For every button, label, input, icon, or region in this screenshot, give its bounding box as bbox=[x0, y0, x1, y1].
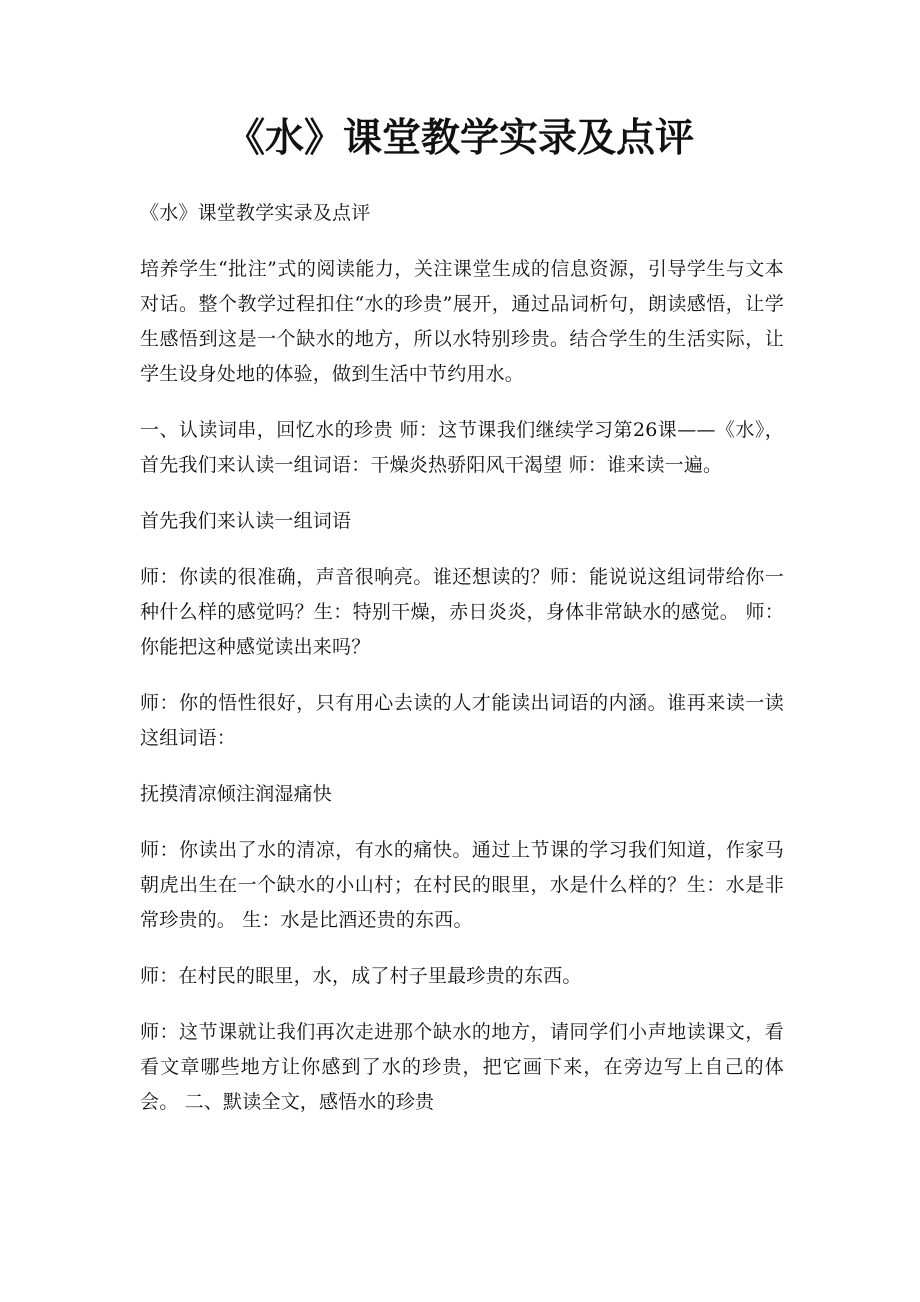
dialogue-paragraph: 师：你读的很准确，声音很响亮。谁还想读的？师：能说说这组词带给你一种什么样的感觉吗？生：特别干燥，赤日炎炎，身体非常缺水的感觉。 师：你能把这种感觉读出来吗？ bbox=[140, 566, 784, 658]
section-one-paragraph: 一、认读词串，回忆水的珍贵 师：这节课我们继续学习第26课——《水》，首先我们来认读一组词语：干燥炎热骄阳风干渴望 师：谁来读一遍。 bbox=[140, 419, 784, 476]
vocabulary-line: 抚摸清凉倾注润湿痛快 bbox=[140, 783, 333, 805]
dialogue-paragraph: 师：你读出了水的清凉，有水的痛快。通过上节课的学习我们知道，作家马朝虎出生在一个缺水的小山村；在村民的眼里，水是什么样的？生：水是非常珍贵的。 生：水是比酒还贵的东西。 bbox=[140, 839, 784, 931]
subtitle-paragraph: 《水》课堂教学实录及点评 bbox=[140, 202, 371, 224]
intro-paragraph: 培养学生“批注”式的阅读能力，关注课堂生成的信息资源，引导学生与文本对话。整个教学过程扣住“水的珍贵”展开，通过品词析句，朗读感悟，让学生感悟到这是一个缺水的地方，所以水特别珍贵。结合学生的生活实际，让学生设身处地的体验，做到生活中节约用水。 bbox=[140, 258, 784, 385]
dialogue-paragraph: 师：在村民的眼里，水，成了村子里最珍贵的东西。 bbox=[140, 965, 582, 987]
dialogue-paragraph: 师：这节课就让我们再次走进那个缺水的地方，请同学们小声地读课文，看看文章哪些地方让你感到了水的珍贵，把它画下来，在旁边写上自己的体会。 二、默读全文，感悟水的珍贵 bbox=[140, 1021, 784, 1113]
document-body bbox=[140, 196, 784, 1141]
dialogue-paragraph: 师：你的悟性很好，只有用心去读的人才能读出词语的内涵。谁再来读一读这组词语： bbox=[140, 692, 784, 749]
vocabulary-line: 首先我们来认读一组词语 bbox=[140, 510, 352, 532]
document-title: 《水》课堂教学实录及点评 bbox=[225, 115, 694, 161]
